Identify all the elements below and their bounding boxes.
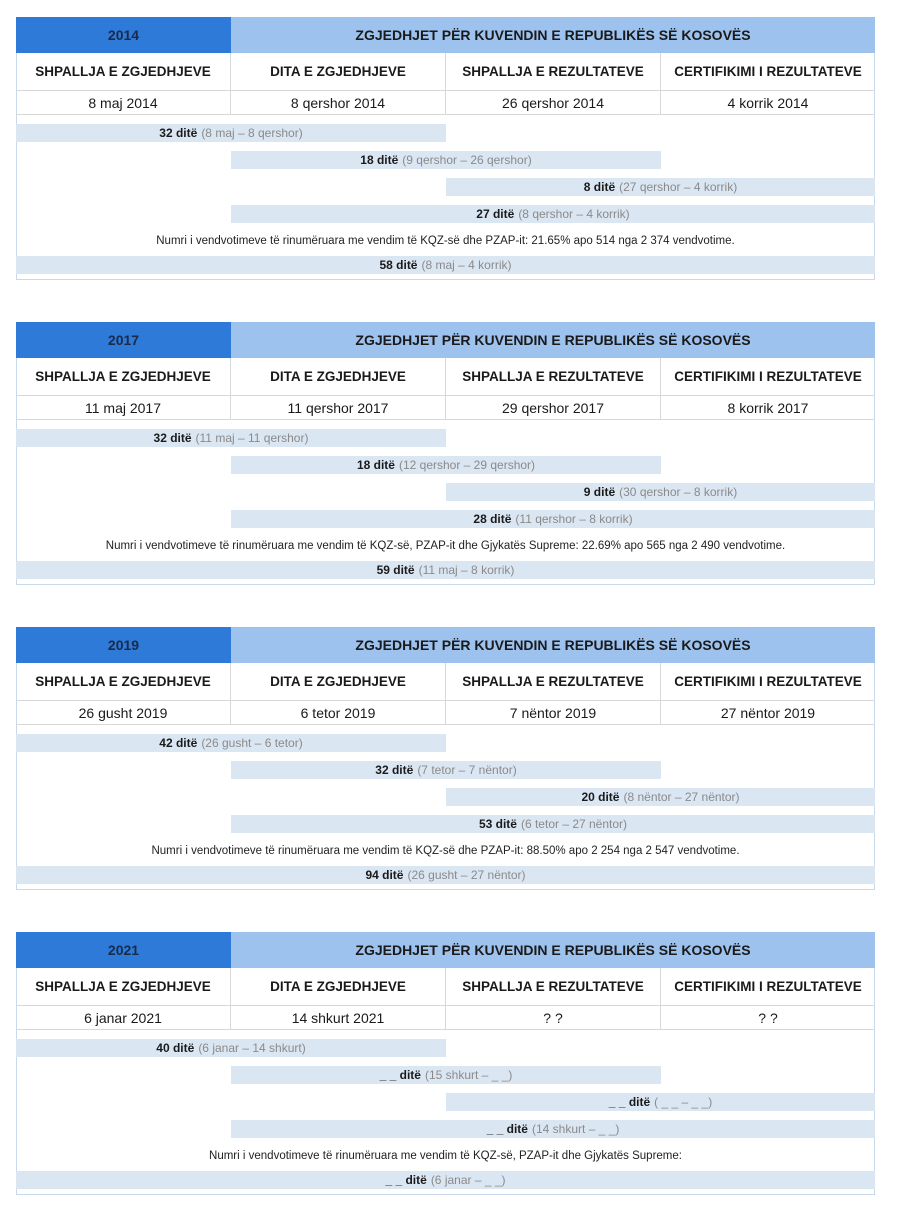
duration-days: 20 ditë (581, 790, 620, 804)
header-certifikimi-rezultateve: CERTIFIKIMI I REZULTATEVE (661, 53, 875, 91)
duration-bar (231, 1066, 661, 1084)
header-dita-zgjedhjeve: DITA E ZGJEDHJEVE (231, 663, 446, 701)
header-dita-zgjedhjeve: DITA E ZGJEDHJEVE (231, 968, 446, 1006)
duration-bar (446, 178, 875, 196)
total-range: (6 janar – _ _) (430, 1173, 506, 1187)
duration-bar (446, 483, 875, 501)
duration-bar (16, 429, 446, 447)
block-header (16, 932, 875, 968)
block-title: ZGJEDHJET PËR KUVENDIN E REPUBLIKËS SË KOSOVËS (231, 627, 875, 663)
duration-range: (6 janar – 14 shkurt) (198, 1041, 306, 1055)
duration-days: _ _ ditë (486, 1122, 528, 1136)
header-certifikimi-rezultateve: CERTIFIKIMI I REZULTATEVE (661, 358, 875, 396)
election-block-2021 (16, 932, 875, 1194)
date-dita-zgjedhjeve: 8 qershor 2014 (231, 91, 446, 115)
header-shpallja-zgjedhjeve: SHPALLJA E ZGJEDHJEVE (16, 53, 231, 91)
block-title: ZGJEDHJET PËR KUVENDIN E REPUBLIKËS SË KOSOVËS (231, 17, 875, 53)
date-shpallja-rezultateve: 29 qershor 2017 (446, 396, 661, 420)
header-dita-zgjedhjeve: DITA E ZGJEDHJEVE (231, 358, 446, 396)
election-block-2019 (16, 627, 875, 889)
duration-days: _ _ ditë (379, 1068, 421, 1082)
duration-days: 18 ditë (360, 153, 399, 167)
total-range: (26 gusht – 27 nëntor) (407, 868, 526, 882)
total-days: _ _ ditë (385, 1173, 427, 1187)
duration-range: (9 qershor – 26 qershor) (402, 153, 532, 167)
total-range: (8 maj – 4 korrik) (421, 258, 512, 272)
date-shpallja-rezultateve: ? ? (446, 1006, 661, 1030)
duration-days: 18 ditë (356, 458, 395, 472)
duration-range: (14 shkurt – _ _) (531, 1122, 620, 1136)
header-shpallja-zgjedhjeve: SHPALLJA E ZGJEDHJEVE (16, 358, 231, 396)
duration-range: (27 qershor – 4 korrik) (619, 180, 738, 194)
block-header (16, 322, 875, 358)
duration-bar (231, 151, 661, 169)
total-range: (11 maj – 8 korrik) (418, 563, 515, 577)
recount-note: Numri i vendvotimeve të rinumëruara me vendim të KQZ-së dhe PZAP-it: 88.50% apo 2 254 nga 2 547 vendvotime. (151, 845, 740, 857)
duration-days: 40 ditë (156, 1041, 195, 1055)
date-shpallja-zgjedhjeve: 11 maj 2017 (16, 396, 231, 420)
year-cell: 2019 (16, 627, 231, 663)
duration-days: 53 ditë (478, 817, 517, 831)
duration-range: (11 qershor – 8 korrik) (515, 512, 633, 526)
recount-note: Numri i vendvotimeve të rinumëruara me vendim të KQZ-së dhe PZAP-it: 21.65% apo 514 nga 2 374 vendvotime. (156, 235, 735, 247)
block-header (16, 627, 875, 663)
duration-bar (231, 205, 875, 223)
date-certifikimi-rezultateve: 8 korrik 2017 (661, 396, 875, 420)
date-shpallja-zgjedhjeve: 8 maj 2014 (16, 91, 231, 115)
duration-range: (15 shkurt – _ _) (424, 1068, 513, 1082)
date-certifikimi-rezultateve: 27 nëntor 2019 (661, 701, 875, 725)
header-shpallja-zgjedhjeve: SHPALLJA E ZGJEDHJEVE (16, 968, 231, 1006)
total-days: 94 ditë (365, 868, 404, 882)
duration-days: 42 ditë (159, 736, 198, 750)
recount-note: Numri i vendvotimeve të rinumëruara me vendim të KQZ-së, PZAP-it dhe Gjykatës Supreme: (209, 1150, 682, 1162)
date-dita-zgjedhjeve: 6 tetor 2019 (231, 701, 446, 725)
block-title: ZGJEDHJET PËR KUVENDIN E REPUBLIKËS SË KOSOVËS (231, 322, 875, 358)
election-block-2014 (16, 17, 875, 279)
duration-range: (11 maj – 11 qershor) (195, 431, 309, 445)
year-cell: 2021 (16, 932, 231, 968)
duration-bar (231, 510, 875, 528)
duration-days: 28 ditë (473, 512, 512, 526)
election-block-2017 (16, 322, 875, 584)
date-shpallja-rezultateve: 26 qershor 2014 (446, 91, 661, 115)
date-certifikimi-rezultateve: 4 korrik 2014 (661, 91, 875, 115)
duration-range: (8 nëntor – 27 nëntor) (623, 790, 740, 804)
header-shpallja-rezultateve: SHPALLJA E REZULTATEVE (446, 968, 661, 1006)
duration-range: (7 tetor – 7 nëntor) (417, 763, 517, 777)
header-shpallja-zgjedhjeve: SHPALLJA E ZGJEDHJEVE (16, 663, 231, 701)
date-dita-zgjedhjeve: 11 qershor 2017 (231, 396, 446, 420)
header-shpallja-rezultateve: SHPALLJA E REZULTATEVE (446, 358, 661, 396)
duration-days: 32 ditë (159, 126, 198, 140)
date-dita-zgjedhjeve: 14 shkurt 2021 (231, 1006, 446, 1030)
duration-range: (6 tetor – 27 nëntor) (520, 817, 628, 831)
date-shpallja-zgjedhjeve: 26 gusht 2019 (16, 701, 231, 725)
duration-range: (26 gusht – 6 tetor) (201, 736, 303, 750)
duration-bar (231, 456, 661, 474)
duration-days: 9 ditë (583, 485, 616, 499)
duration-bar (16, 734, 446, 752)
total-duration-bar (16, 866, 875, 884)
duration-range: (12 qershor – 29 qershor) (398, 458, 536, 472)
header-certifikimi-rezultateve: CERTIFIKIMI I REZULTATEVE (661, 968, 875, 1006)
date-shpallja-zgjedhjeve: 6 janar 2021 (16, 1006, 231, 1030)
total-duration-bar (16, 256, 875, 274)
duration-days: 32 ditë (375, 763, 414, 777)
duration-range: (8 maj – 8 qershor) (201, 126, 303, 140)
duration-days: 27 ditë (476, 207, 515, 221)
header-shpallja-rezultateve: SHPALLJA E REZULTATEVE (446, 663, 661, 701)
duration-days: _ _ ditë (608, 1095, 651, 1109)
year-cell: 2014 (16, 17, 231, 53)
duration-range: (8 qershor – 4 korrik) (518, 207, 630, 221)
header-shpallja-rezultateve: SHPALLJA E REZULTATEVE (446, 53, 661, 91)
total-days: 58 ditë (379, 258, 418, 272)
total-duration-bar (16, 1171, 875, 1189)
duration-bar (231, 761, 661, 779)
duration-range: (30 qershor – 8 korrik) (619, 485, 738, 499)
block-title: ZGJEDHJET PËR KUVENDIN E REPUBLIKËS SË KOSOVËS (231, 932, 875, 968)
block-header (16, 17, 875, 53)
date-shpallja-rezultateve: 7 nëntor 2019 (446, 701, 661, 725)
header-certifikimi-rezultateve: CERTIFIKIMI I REZULTATEVE (661, 663, 875, 701)
duration-days: 32 ditë (153, 431, 192, 445)
year-cell: 2017 (16, 322, 231, 358)
duration-bar (446, 788, 875, 806)
total-days: 59 ditë (376, 563, 415, 577)
duration-bar (16, 124, 446, 142)
duration-bar (446, 1093, 875, 1111)
duration-range: ( _ _ – _ _) (654, 1095, 713, 1109)
duration-bar (231, 815, 875, 833)
date-certifikimi-rezultateve: ? ? (661, 1006, 875, 1030)
duration-days: 8 ditë (583, 180, 616, 194)
duration-bar (231, 1120, 875, 1138)
duration-bar (16, 1039, 446, 1057)
recount-note: Numri i vendvotimeve të rinumëruara me vendim të KQZ-së, PZAP-it dhe Gjykatës Supreme: 22.69% apo 565 nga 2 490 vendvotime. (105, 540, 786, 552)
total-duration-bar (16, 561, 875, 579)
header-dita-zgjedhjeve: DITA E ZGJEDHJEVE (231, 53, 446, 91)
